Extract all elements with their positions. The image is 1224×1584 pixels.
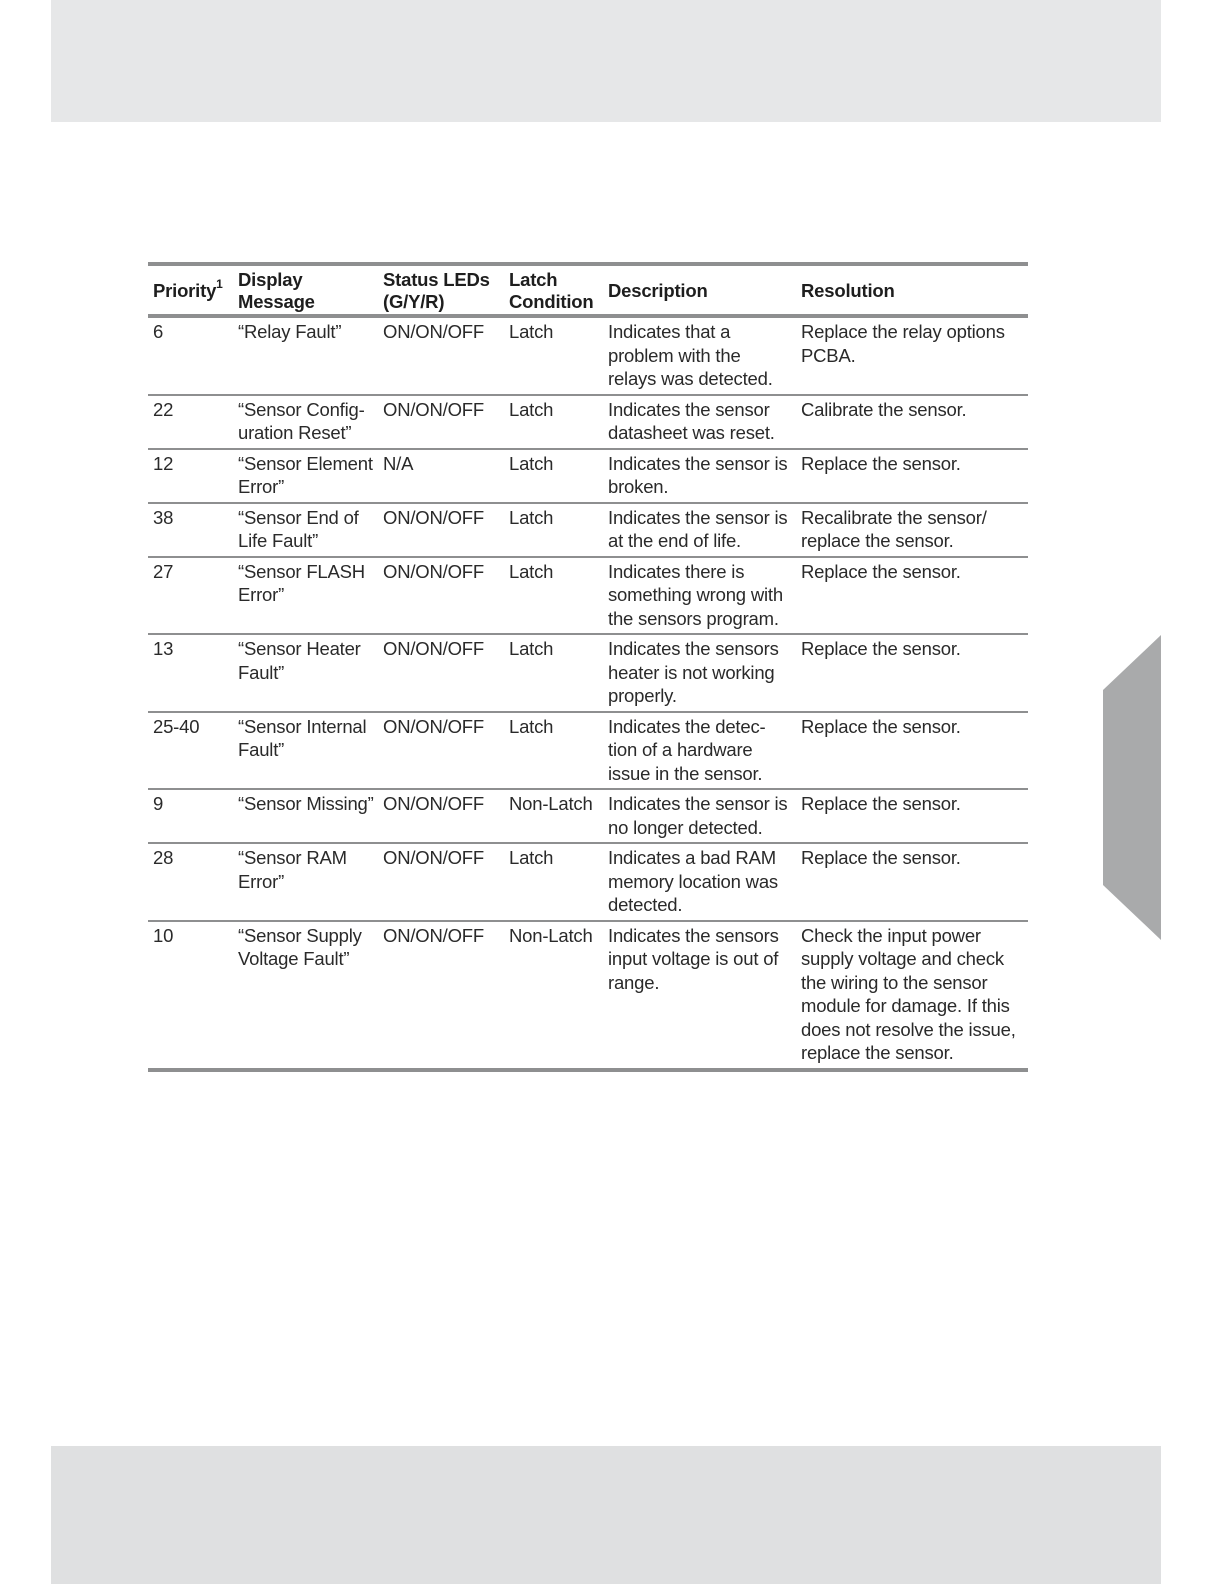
cell-description: Indicates the sensors input voltage is out of range.	[603, 921, 796, 1070]
header-priority	[148, 264, 233, 316]
header-resolution: Resolution	[796, 264, 1028, 316]
cell-priority: 6	[153, 321, 164, 342]
cell-latch-condition: Latch	[504, 634, 603, 712]
table-row	[148, 557, 1028, 635]
cell-resolution: Replace the sensor.	[796, 557, 1028, 635]
cell-description: Indicates a bad RAM memory location was detected.	[603, 843, 796, 921]
cell-priority: 25-40	[148, 712, 233, 790]
cell-resolution: Replace the sensor.	[796, 712, 1028, 790]
header-priority-label: Priority	[153, 280, 217, 301]
header-display-message	[233, 264, 378, 316]
cell-status-leds: ON/ON/OFF	[378, 712, 504, 790]
header-latch-line1: Latch	[509, 269, 558, 290]
cell-priority: 13	[148, 634, 233, 712]
cell-display-message: “Sensor Config-uration Reset”	[233, 395, 378, 449]
page-header-band	[51, 0, 1161, 122]
cell-display-message: “Sensor End of Life Fault”	[233, 503, 378, 557]
cell-status-leds: ON/ON/OFF	[378, 395, 504, 449]
header-status-leds-line1: Status LEDs	[383, 269, 490, 290]
cell-resolution: Replace the sensor.	[796, 789, 1028, 843]
fault-table-body	[148, 316, 1028, 1070]
cell-priority: 28	[148, 843, 233, 921]
cell-display-message: “Sensor Internal Fault”	[233, 712, 378, 790]
cell-resolution: Replace the sensor.	[796, 449, 1028, 503]
table-row	[148, 316, 1028, 395]
cell-status-leds: ON/ON/OFF	[378, 843, 504, 921]
cell-description: Indicates the sensors heater is not working properly.	[603, 634, 796, 712]
header-status-leds-line2: (G/Y/R)	[383, 291, 445, 312]
cell-priority: 22	[148, 395, 233, 449]
table-row	[148, 921, 1028, 1070]
cell-description: Indicates the sensor is broken.	[603, 449, 796, 503]
cell-latch-condition: Latch	[504, 712, 603, 790]
cell-latch-condition: Latch	[504, 395, 603, 449]
table-row	[148, 712, 1028, 790]
cell-priority: 9	[148, 789, 233, 843]
cell-resolution: Recalibrate the sensor/ replace the sensor.	[796, 503, 1028, 557]
cell-resolution: Replace the sensor.	[796, 843, 1028, 921]
cell-display-message: “Sensor RAM Error”	[233, 843, 378, 921]
cell-resolution: Replace the sensor.	[796, 634, 1028, 712]
header-status-leds	[378, 264, 504, 316]
fault-table-header	[148, 264, 1028, 316]
table-row	[148, 449, 1028, 503]
chapter-side-tab	[1103, 635, 1161, 940]
cell-description: Indicates the sensor datasheet was reset.	[603, 395, 796, 449]
cell-latch-condition: Non-Latch	[504, 921, 603, 1070]
cell-priority: 38	[148, 503, 233, 557]
cell-latch-condition: Latch	[504, 449, 603, 503]
page-footer-band	[51, 1446, 1161, 1584]
cell-status-leds: ON/ON/OFF	[378, 789, 504, 843]
header-description: Description	[603, 264, 796, 316]
fault-table-container	[148, 262, 1028, 1072]
cell-status-leds: ON/ON/OFF	[378, 634, 504, 712]
cell-display-message: “Sensor Element Error”	[233, 449, 378, 503]
cell-display-message: “Relay Fault”	[238, 321, 342, 342]
cell-description: Indicates there is something wrong with the sensors program.	[603, 557, 796, 635]
table-row	[148, 634, 1028, 712]
header-latch-condition	[504, 264, 603, 316]
cell-status-leds: N/A	[378, 449, 504, 503]
cell-display-message: “Sensor Missing”	[233, 789, 378, 843]
cell-status-leds: ON/ON/OFF	[378, 557, 504, 635]
cell-display-message: “Sensor FLASH Error”	[233, 557, 378, 635]
header-priority-footnote: 1	[216, 276, 223, 291]
fault-table	[148, 262, 1028, 1072]
table-row	[148, 395, 1028, 449]
cell-description: Indicates the sensor is at the end of life.	[603, 503, 796, 557]
cell-description: Indicates the detec-tion of a hardware issue in the sensor.	[603, 712, 796, 790]
cell-description: Indicates the sensor is no longer detected.	[603, 789, 796, 843]
cell-priority: 10	[148, 921, 233, 1070]
cell-display-message: “Sensor Heater Fault”	[233, 634, 378, 712]
cell-latch-condition: Latch	[509, 321, 554, 342]
cell-priority: 12	[148, 449, 233, 503]
cell-latch-condition: Latch	[504, 843, 603, 921]
cell-latch-condition: Latch	[504, 503, 603, 557]
header-latch-line2: Condition	[509, 291, 594, 312]
table-row	[148, 843, 1028, 921]
cell-description: Indicates that a problem with the relays was detected.	[608, 321, 773, 389]
table-row	[148, 503, 1028, 557]
header-display-message-line1: Display	[238, 269, 303, 290]
table-row	[148, 789, 1028, 843]
cell-latch-condition: Latch	[504, 557, 603, 635]
cell-status-leds: ON/ON/OFF	[378, 503, 504, 557]
cell-display-message: “Sensor Supply Voltage Fault”	[233, 921, 378, 1070]
cell-resolution: Replace the relay options PCBA.	[801, 321, 1005, 366]
cell-resolution: Check the input power supply voltage and check the wiring to the sensor module for damage. If this does not resolve the issue, replace the sensor.	[796, 921, 1028, 1070]
cell-status-leds: ON/ON/OFF	[383, 321, 484, 342]
cell-priority: 27	[148, 557, 233, 635]
header-row	[148, 264, 1028, 316]
header-display-message-line2: Message	[238, 291, 315, 312]
cell-latch-condition: Non-Latch	[504, 789, 603, 843]
cell-resolution: Calibrate the sensor.	[796, 395, 1028, 449]
cell-status-leds: ON/ON/OFF	[378, 921, 504, 1070]
